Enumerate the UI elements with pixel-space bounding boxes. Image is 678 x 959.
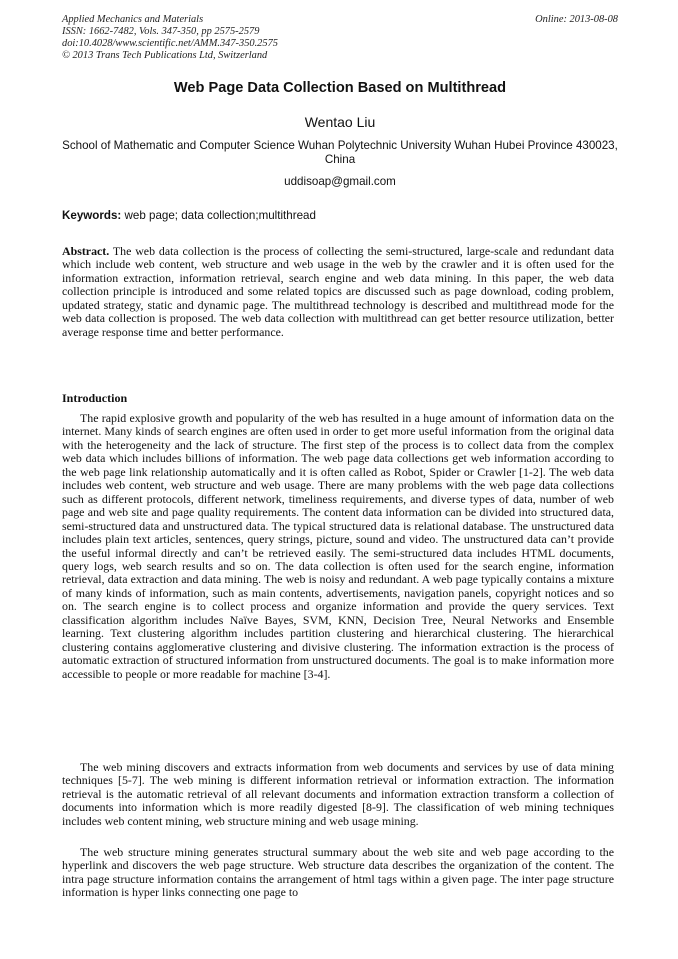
keywords-line (62, 209, 618, 222)
abstract-text: The web data collection is the process of collecting the semi-structured, large-scale and redundant data which include web content, web structure and web usage in the web by the crawler and it is often used for the information extraction, information retrieval, search engine and web data mining. In this paper, the web data collection principle is introduced and some related topics are discussed such as page download, coding problem, updated strategy, static and dynamic page. The multithread technology is described and multithread mode for the web data collection is proposed. The web data collection with multithread can get better resource utilization, better average response time and better performance. (62, 244, 614, 339)
keywords-text: web page; data collection;multithread (124, 209, 316, 222)
introduction-heading: Introduction (62, 391, 128, 405)
abstract-paragraph (62, 245, 614, 339)
issn-line: ISSN: 1662-7482, Vols. 347-350, pp 2575-2579 (62, 26, 260, 37)
intro-paragraph-3: The web structure mining generates structural summary about the web site and web page according to the hyperlink and discovers the web page structure. Web structure data describes the organization of the content. The intra page structure information contains the arrangement of html tags within a given page. The inter page structure information is hyper links connecting one page to (62, 845, 614, 900)
journal-header (62, 14, 618, 62)
author-name: Wentao Liu (304, 114, 376, 130)
abstract-label: Abstract. (62, 244, 110, 258)
author-affiliation: School of Mathematic and Computer Science Wuhan Polytechnic University Wuhan Hubei Province 430023, China (62, 139, 618, 166)
paper-title: Web Page Data Collection Based on Multithread (173, 80, 507, 96)
copyright-line: © 2013 Trans Tech Publications Ltd, Switzerland (62, 50, 268, 61)
keywords-label: Keywords: (62, 209, 122, 222)
journal-name: Applied Mechanics and Materials (62, 14, 204, 25)
intro-paragraph-1: The rapid explosive growth and popularity of the web has resulted in a huge amount of information data on the internet. Many kinds of search engines are often used in order to get more useful information from the original data with the heterogeneity and the lack of structure. The first step of the process is to collect data from the complex web data which includes billions of information. The web page data collections get web information according to the web page link relationship automatically and it is often called as Robot, Spider or Crawler [1-2]. The web data includes web content, web structure and web usage. There are many problems with the web page data collections such as different protocols, different network, timeliness requirements, and diverse types of data, number of web page and web site and page quality requirements. The content data information can be divided into structured data, semi-structured data and unstructured data. The typical structured data is relational database. The unstructured data includes plain text articles, sentences, query strings, picture, sound and video. The unstructured data can’t provide the useful informal directly and can’t be retrieved easily. The semi-structured data includes HTML documents, query logs, web search results and so on. The data collection is often used for the search engine, information retrieval, data extraction and data mining. The web is noisy and redundant. A web page typically contains a mixture of many kinds of information, such as main contents, advertisements, navigation panels, copyright notices and so on. The search engine is to collect process and organize information and provide the query services. Text classification algorithm includes Naïve Bayes, SVM, KNN, Decision Tree, Neural Networks and Ensemble learning. Text clustering algorithm includes partition clustering and hierarchical clustering. The hierarchical clustering contains agglomerative clustering and divisive clustering. The information extraction is the process of automatic extraction of structured information from unstructured documents. The goal is to make information more accessible to people or more readable for machine [3-4]. (62, 411, 614, 681)
online-date: Online: 2013-08-08 (535, 14, 618, 25)
intro-paragraph-2: The web mining discovers and extracts information from web documents and services by use of data mining techniques [5-7]. The web mining is different information retrieval or information extraction. The information retrieval is the automatic retrieval of all relevant documents and information extraction transform a collection of documents into information which is more readily digested [8-9]. The classification of web mining techniques includes web content mining, web structure mining and web usage mining. (62, 760, 614, 828)
doi-line: doi:10.4028/www.scientific.net/AMM.347-350.2575 (62, 38, 278, 49)
author-email: uddisoap@gmail.com (284, 175, 396, 188)
